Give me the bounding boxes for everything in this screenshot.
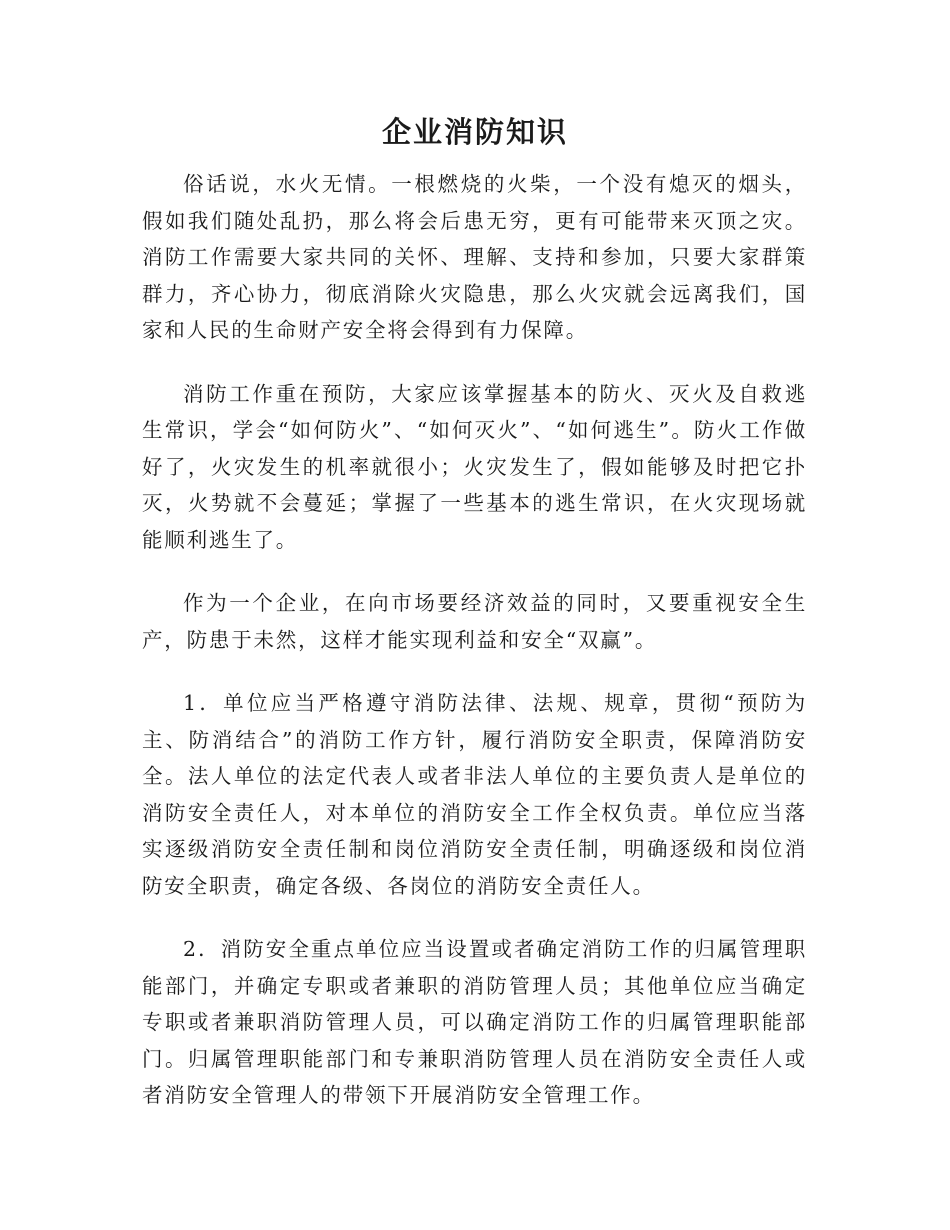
paragraph-intro: 俗话说，水火无情。一根燃烧的火柴，一个没有熄灭的烟头，假如我们随处乱扔，那么将会后患无穷，更有可能带来灭顶之灾。消防工作需要大家共同的关怀、理解、支持和参加，只要大家群策群力，齐心协力，彻底消除火灾隐患，那么火灾就会远离我们，国家和人民的生命财产安全将会得到有力保障。 [142, 172, 807, 342]
paragraph-prevention: 消防工作重在预防，大家应该掌握基本的防火、灭火及自救逃生常识，学会“如何防火”、“如何灭火”、“如何逃生”。防火工作做好了，火灾发生的机率就很小；火灾发生了，假如能够及时把它扑灭，火势就不会蔓延；掌握了一些基本的逃生常识，在火灾现场就能顺利逃生了。 [142, 381, 807, 552]
document-title: 企业消防知识 [381, 115, 568, 149]
paragraph-item-2: 2．消防安全重点单位应当设置或者确定消防工作的归属管理职能部门，并确定专职或者兼职的消防管理人员；其他单位应当确定专职或者兼职消防管理人员，可以确定消防工作的归属管理职能部门。归属管理职能部门和专兼职消防管理人员在消防安全责任人或者消防安全管理人的带领下开展消防安全管理工作。 [142, 937, 807, 1107]
paragraph-item-1: 1．单位应当严格遵守消防法律、法规、规章，贯彻“预防为主、防消结合”的消防工作方针，履行消防安全职责，保障消防安全。法人单位的法定代表人或者非法人单位的主要负责人是单位的消防安全责任人，对本单位的消防安全工作全权负责。单位应当落实逐级消防安全责任制和岗位消防安全责任制，明确逐级和岗位消防安全职责，确定各级、各岗位的消防安全责任人。 [142, 691, 807, 898]
paragraph-enterprise: 作为一个企业，在向市场要经济效益的同时，又要重视安全生产，防患于未然，这样才能实现利益和安全“双赢”。 [142, 591, 807, 652]
document-body [142, 166, 807, 1141]
